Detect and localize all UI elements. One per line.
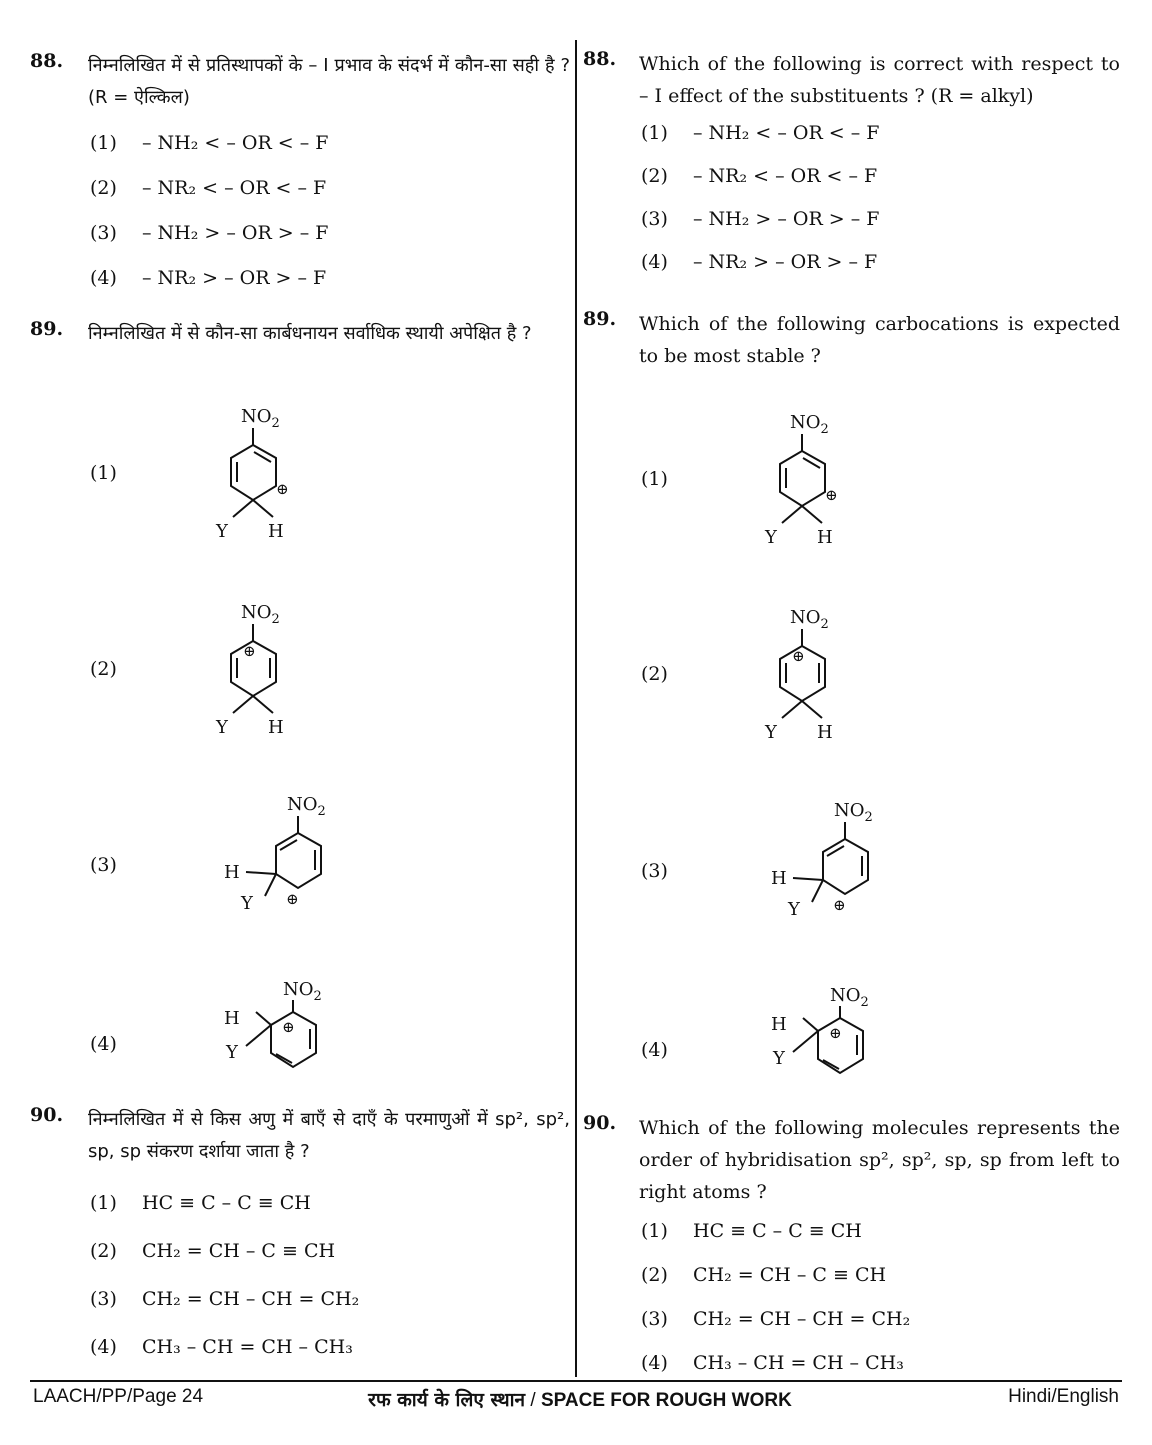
options-list: [639, 118, 1120, 290]
svg-text:H: H: [771, 868, 787, 889]
option-number: (1): [90, 462, 117, 484]
option-3-structure[interactable]: [88, 788, 326, 938]
option-1[interactable]: [88, 128, 570, 173]
svg-text:Y: Y: [241, 893, 253, 914]
option-number: (1): [641, 122, 668, 144]
option-number: (4): [641, 1352, 668, 1374]
svg-text:NO2: $NO_2$: [790, 607, 829, 632]
option-2-structure[interactable]: [88, 596, 318, 746]
option-number: (3): [641, 1308, 668, 1330]
question-text: निम्नलिखित में से कौन-सा कार्बधनायन सर्वाधिक स्थायी अपेक्षित है ?: [88, 323, 532, 344]
svg-text:NO2: $NO_2$: [287, 794, 326, 819]
question-number: 90.: [583, 1112, 617, 1134]
language-label: Hindi/English: [1008, 1386, 1119, 1407]
carbocation-structure-4: [143, 970, 322, 1080]
option-text: HC ≡ C – C ≡ CH: [693, 1220, 862, 1242]
option-2[interactable]: [639, 1260, 1120, 1304]
option-2[interactable]: [639, 161, 1120, 204]
svg-text:H: H: [817, 722, 833, 743]
option-1[interactable]: [88, 1188, 570, 1236]
svg-text:H: H: [224, 1008, 240, 1029]
svg-text:Y: Y: [773, 1048, 785, 1069]
option-text: CH₂ = CH – CH = CH₂: [142, 1288, 360, 1310]
carbocation-structure-2: [694, 601, 833, 751]
option-number: (1): [641, 1220, 668, 1242]
carbocation-structure-1: [143, 400, 289, 550]
option-number: (3): [90, 222, 117, 244]
svg-text:⊕: ⊕: [243, 642, 256, 660]
option-2-structure[interactable]: [639, 601, 869, 751]
svg-text:NO2: $NO_2$: [790, 412, 829, 437]
option-4[interactable]: [639, 247, 1120, 290]
page-code: LAACH/PP/Page 24: [33, 1386, 204, 1407]
carbocation-structure-3: [694, 794, 873, 944]
question-number: 90.: [30, 1104, 64, 1126]
option-2[interactable]: [88, 173, 570, 218]
option-number: (3): [90, 1288, 117, 1310]
option-text: CH₂ = CH – C ≡ CH: [142, 1240, 336, 1262]
option-number: (4): [90, 1033, 117, 1055]
option-number: (2): [90, 177, 117, 199]
question-number: 89.: [30, 318, 64, 340]
option-text: – NH₂ > – OR > – F: [142, 222, 329, 244]
carbocation-structure-2: [143, 596, 284, 746]
option-number: (2): [90, 658, 117, 680]
hindi-column: [30, 0, 570, 1378]
option-number: (3): [641, 860, 668, 882]
option-1[interactable]: [639, 1216, 1120, 1260]
carbocation-structure-1: [694, 406, 838, 556]
option-text: – NH₂ < – OR < – F: [142, 132, 329, 154]
question-number: 88.: [583, 48, 617, 70]
option-text: – NR₂ > – OR > – F: [142, 267, 327, 289]
svg-text:NO2: $NO_2$: [834, 800, 873, 825]
question-number: 89.: [583, 308, 617, 330]
carbocation-structure-3: [143, 788, 326, 938]
option-number: (1): [90, 1192, 117, 1214]
option-1-structure[interactable]: [639, 406, 869, 556]
option-4-structure[interactable]: [88, 970, 322, 1080]
option-number: (4): [90, 267, 117, 289]
svg-text:⊕: ⊕: [825, 486, 838, 504]
svg-text:H: H: [224, 862, 240, 883]
rough-work-hindi: रफ कार्य के लिए स्थान: [368, 1389, 526, 1411]
option-text: CH₃ – CH = CH – CH₃: [142, 1336, 353, 1358]
footer-rule: [30, 1380, 1122, 1382]
rough-work-label: [330, 1386, 830, 1412]
option-number: (4): [641, 1039, 668, 1061]
svg-text:Y: Y: [788, 899, 800, 920]
rough-work-separator: /: [525, 1390, 541, 1411]
option-4[interactable]: [88, 263, 570, 308]
option-4-structure[interactable]: [639, 976, 869, 1086]
svg-text:⊕: ⊕: [792, 647, 805, 665]
option-number: (3): [90, 854, 117, 876]
question-text: Which of the following molecules represents the order of hybridisation sp², sp², sp, sp from left to right atoms ?: [639, 1117, 1120, 1203]
option-3[interactable]: [88, 1284, 570, 1332]
option-3-structure[interactable]: [639, 794, 873, 944]
option-number: (1): [90, 132, 117, 154]
svg-text:⊕: ⊕: [276, 480, 289, 498]
option-3[interactable]: [88, 218, 570, 263]
svg-text:⊕: ⊕: [833, 896, 846, 914]
option-1-structure[interactable]: [88, 400, 318, 550]
question-text: Which of the following carbocations is expected to be most stable ?: [639, 313, 1120, 367]
options-list: [88, 128, 570, 308]
question-text: Which of the following is correct with respect to – I effect of the substituents ? (R = alkyl): [639, 53, 1120, 107]
option-3[interactable]: [639, 1304, 1120, 1348]
option-number: (1): [641, 468, 668, 490]
question-text: निम्नलिखित में से प्रतिस्थापकों के – I प्रभाव के संदर्भ में कौन-सा सही है ? (R = ऐल्किल): [88, 55, 570, 108]
english-column: [583, 0, 1120, 1378]
option-text: – NR₂ > – OR > – F: [693, 251, 878, 273]
svg-text:NO2: $NO_2$: [241, 406, 280, 431]
svg-text:Y: Y: [216, 717, 228, 738]
options-list: [639, 1216, 1120, 1378]
option-4[interactable]: [88, 1332, 570, 1380]
question-text: निम्नलिखित में से किस अणु में बाएँ से दाएँ के परमाणुओं में sp², sp², sp, sp संकरण दर्शाया जाता है ?: [88, 1109, 570, 1162]
option-1[interactable]: [639, 118, 1120, 161]
option-number: (4): [641, 251, 668, 273]
option-number: (4): [90, 1336, 117, 1358]
option-text: – NR₂ < – OR < – F: [142, 177, 327, 199]
option-3[interactable]: [639, 204, 1120, 247]
option-number: (2): [641, 165, 668, 187]
option-number: (2): [641, 1264, 668, 1286]
option-number: (2): [90, 1240, 117, 1262]
svg-text:Y: Y: [226, 1042, 238, 1063]
svg-text:NO2: $NO_2$: [283, 979, 322, 1004]
option-text: – NH₂ > – OR > – F: [693, 208, 880, 230]
question-number: 88.: [30, 50, 64, 72]
svg-text:Y: Y: [765, 527, 777, 548]
svg-text:⊕: ⊕: [829, 1024, 842, 1042]
option-number: (3): [641, 208, 668, 230]
svg-text:⊕: ⊕: [282, 1018, 295, 1036]
svg-text:NO2: $NO_2$: [241, 602, 280, 627]
option-text: – NH₂ < – OR < – F: [693, 122, 880, 144]
svg-text:NO2: $NO_2$: [830, 985, 869, 1010]
svg-text:Y: Y: [765, 722, 777, 743]
rough-work-english: SPACE FOR ROUGH WORK: [540, 1390, 792, 1411]
option-4[interactable]: [639, 1348, 1120, 1378]
svg-text:H: H: [268, 521, 284, 542]
option-number: (2): [641, 663, 668, 685]
column-divider: [575, 40, 577, 1377]
option-text: CH₂ = CH – C ≡ CH: [693, 1264, 887, 1286]
option-text: CH₃ – CH = CH – CH₃: [693, 1352, 904, 1374]
svg-text:H: H: [817, 527, 833, 548]
svg-text:H: H: [268, 717, 284, 738]
option-text: CH₂ = CH – CH = CH₂: [693, 1308, 911, 1330]
option-text: – NR₂ < – OR < – F: [693, 165, 878, 187]
svg-text:H: H: [771, 1014, 787, 1035]
option-2[interactable]: [88, 1236, 570, 1284]
option-text: HC ≡ C – C ≡ CH: [142, 1192, 311, 1214]
svg-text:Y: Y: [216, 521, 228, 542]
carbocation-structure-4: [694, 976, 869, 1086]
svg-text:⊕: ⊕: [286, 890, 299, 908]
options-list: [88, 1188, 570, 1380]
